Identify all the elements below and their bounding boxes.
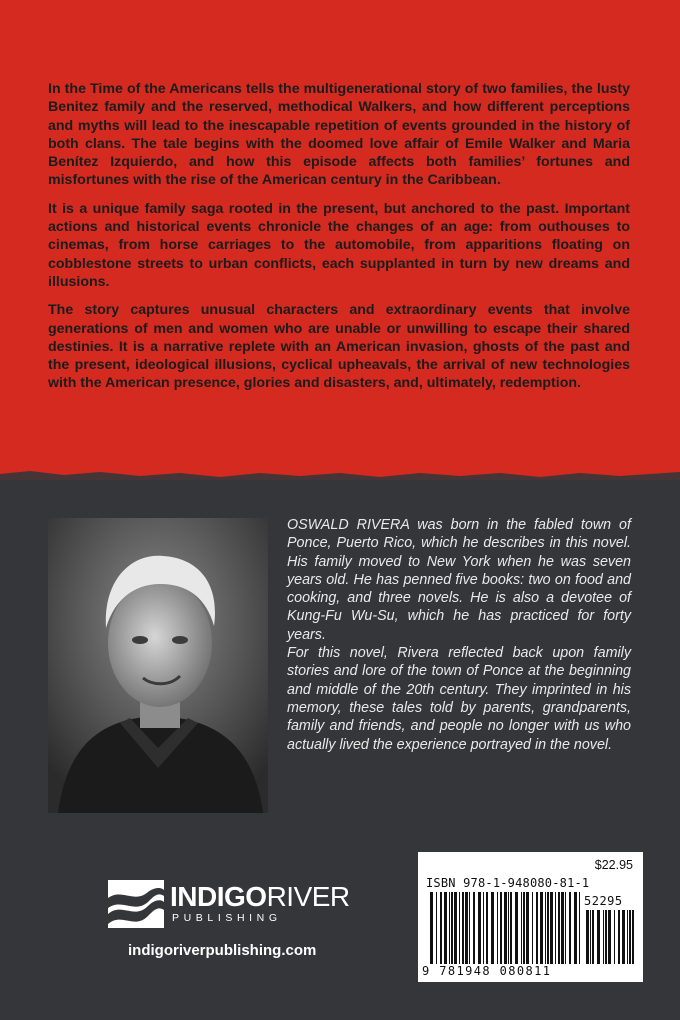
barcode-stripe (486, 892, 488, 964)
barcode-stripe (632, 910, 634, 964)
barcode-stripe (558, 892, 560, 964)
barcode-stripe (574, 892, 577, 964)
ean-number: 9 781948 080811 (422, 964, 552, 978)
barcode-stripe (629, 910, 631, 964)
barcode-stripe (565, 892, 566, 964)
bio-paragraph: For this novel, Rivera reflected back upon family stories and lore of the town of Ponce at the beginning and middle of the 20th century. They imprinted in his memory, these tales told by parents, grandparents, family and friends, and people no longer with us who actually lived the experience portrayed in the novel. (287, 645, 631, 753)
barcode-stripe (459, 892, 460, 964)
barcode-stripe (454, 892, 457, 964)
barcode-stripe (561, 892, 564, 964)
barcode-stripe (483, 892, 484, 964)
publisher-subtitle: PUBLISHING (172, 912, 282, 924)
bio-paragraph: OSWALD RIVERA was born in the fabled town of Ponce, Puerto Rico, which he describes in this novel. His family moved to New York when he was seven years old. He has penned five books: two on food and cooking, and three novels. He is also a devotee of Kung-Fu Wu-Su, which he has practiced for forty years. (287, 517, 631, 643)
barcode-stripe (547, 892, 549, 964)
barcode-stripe (504, 892, 507, 964)
book-description (48, 80, 630, 403)
barcode-stripe (597, 910, 600, 964)
price-label: $22.95 (594, 858, 633, 872)
description-paragraph: The story captures unusual characters and extraordinary events that involve generations of men and women who are unable or unwilling to escape their shared destinies. It is a narrative replete with an American invasion, ghosts of the past and the present, ideological illusions, cyclical upheavals, the arrival of new technologies with the American presence, glories and disasters, and, ultimately, redemption. (48, 302, 630, 392)
barcode-stripe (608, 910, 611, 964)
barcode-stripe (444, 892, 447, 964)
author-photo (48, 518, 268, 813)
ean-barcode (430, 892, 582, 964)
barcode-stripe (569, 892, 571, 964)
addon-number: 52295 (584, 894, 623, 908)
publisher-name (170, 882, 350, 912)
barcode-stripe (521, 892, 522, 964)
barcode-stripe (550, 892, 553, 964)
barcode-stripe (449, 892, 450, 964)
barcode-stripe (515, 892, 518, 964)
barcode-stripe (430, 892, 433, 964)
barcode-stripe (436, 892, 437, 964)
isbn-label: ISBN 978-1-948080-81-1 (426, 876, 590, 890)
barcode-stripe (532, 892, 533, 964)
barcode-stripe (555, 892, 556, 964)
barcode-stripe (440, 892, 442, 964)
publisher-url: indigoriverpublishing.com (128, 942, 317, 959)
barcode-stripe (473, 892, 475, 964)
torn-paper-edge (0, 440, 680, 510)
barcode-stripe (592, 910, 594, 964)
barcode-stripe (510, 892, 512, 964)
barcode-stripe (545, 892, 546, 964)
barcode-stripe (536, 892, 538, 964)
barcode-stripe (478, 892, 481, 964)
barcode-stripe (590, 910, 591, 964)
river-logo-icon (108, 880, 164, 928)
barcode-stripe (605, 910, 607, 964)
publisher-name-light: RIVER (266, 881, 350, 912)
publisher-logo (108, 880, 348, 930)
addon-barcode (586, 910, 634, 964)
barcode-stripe (491, 892, 494, 964)
barcode-stripe (627, 910, 628, 964)
barcode-stripe (618, 910, 620, 964)
barcode-stripe (500, 892, 502, 964)
barcode-stripe (622, 910, 625, 964)
barcode-stripe (451, 892, 453, 964)
author-bio (287, 516, 631, 754)
barcode-stripe (497, 892, 498, 964)
barcode-stripe (540, 892, 543, 964)
barcode-stripe (465, 892, 468, 964)
description-paragraph: In the Time of the Americans tells the multigenerational story of two families, the lusty Benitez family and the reserved, methodical Walkers, and how different perceptions and myths will lead to the inescapable repetition of events grounded in the history of both clans. The tale begins with the doomed love affair of Emile Walker and Maria Benítez Izquierdo, and how this episode affects both families’ fortunes and misfortunes with the rise of the American century in the Caribbean. (48, 81, 630, 189)
barcode-stripe (508, 892, 509, 964)
barcode-stripe (579, 892, 580, 964)
barcode-stripe (586, 910, 589, 964)
barcode-stripe (614, 910, 615, 964)
barcode-stripe (526, 892, 529, 964)
barcode-stripe (462, 892, 464, 964)
barcode-block (418, 852, 643, 982)
publisher-name-bold: INDIGO (170, 881, 267, 912)
barcode-stripe (523, 892, 525, 964)
description-paragraph: It is a unique family saga rooted in the present, but anchored to the past. Important actions and historical events chronicle the changes of an age: from outhouses to cinemas, from horse carriages to the automobile, from apparitions floating on cobblestone streets to urban conflicts, each supplanted in turn by new dreams and illusions. (48, 200, 630, 290)
barcode-stripe (603, 910, 604, 964)
barcode-stripe (469, 892, 470, 964)
